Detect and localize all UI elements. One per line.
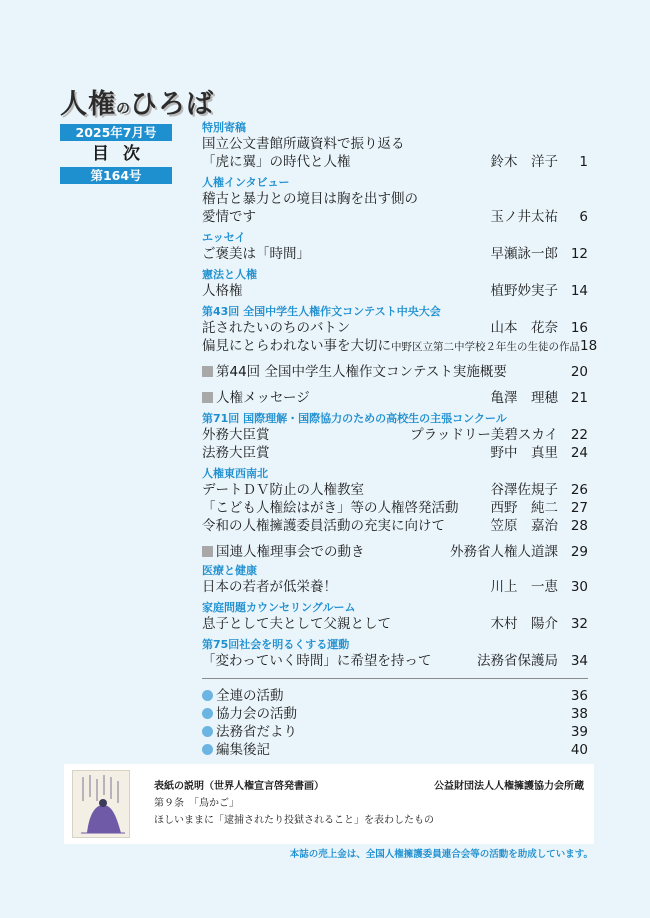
entry-title: 協力会の活動 (216, 706, 297, 722)
toc-entry[interactable] (202, 208, 588, 226)
toc-entry[interactable] (202, 363, 588, 381)
entry-page: 21 (570, 390, 588, 406)
entry-page: 12 (570, 246, 588, 262)
entry-page: 38 (570, 706, 588, 722)
logo-text-3: ひろば (130, 89, 214, 120)
toc-entry[interactable] (202, 190, 588, 208)
entry-title: 法務省だより (216, 724, 297, 740)
entry-title: ご褒美は「時間」 (202, 246, 310, 262)
toc-entry[interactable] (202, 723, 588, 741)
toc-section (202, 563, 588, 596)
magazine-logo (60, 82, 214, 121)
circle-bullet-icon (202, 708, 213, 719)
circle-bullet-icon (202, 726, 213, 737)
entry-author: 法務省保護局 (477, 653, 558, 669)
entry-author: 早瀬詠一郎 (490, 246, 558, 262)
entry-author: 木村 陽介 (490, 616, 558, 632)
issue-info (60, 124, 172, 184)
toc-section (202, 230, 588, 263)
table-of-contents (202, 120, 598, 759)
section-heading: 第75回社会を明るくする運動 (202, 638, 350, 651)
entry-title: 全連の活動 (216, 688, 284, 704)
entry-author: 野中 真里 (490, 445, 558, 461)
entry-author: 西野 純二 (490, 500, 558, 516)
entry-author: 植野妙実子 (490, 283, 558, 299)
toc-entry[interactable] (202, 517, 588, 535)
cover-description-box (64, 764, 594, 844)
section-heading: 人権インタビュー (202, 176, 290, 189)
cover-caption-text: ほしいままに「逮捕されたり投獄されること」を表わしたもの (154, 815, 434, 826)
section-heading: 人権東西南北 (202, 467, 268, 480)
toc-section (202, 120, 588, 171)
entry-title: 愛情です (202, 209, 256, 225)
cover-owner: 公益財団法人人権擁護協力会所蔵 (434, 781, 584, 792)
footer-note: 本誌の売上金は、全国人権擁護委員連合会等の活動を助成しています。 (289, 849, 593, 860)
entry-page: 27 (570, 500, 588, 516)
logo-text-2: の (116, 101, 130, 117)
entry-title: 国連人権理事会での動き (216, 544, 365, 560)
toc-entry[interactable] (202, 389, 588, 407)
entry-page: 1 (579, 154, 588, 170)
entry-author: 谷澤佐規子 (490, 482, 558, 498)
entry-page: 39 (570, 724, 588, 740)
entry-author: 亀澤 理穂 (490, 390, 558, 406)
square-bullet-icon (202, 392, 213, 403)
entry-page: 24 (570, 445, 588, 461)
toc-entry[interactable] (202, 652, 588, 670)
toc-entry[interactable] (202, 481, 588, 499)
toc-section (202, 466, 588, 535)
toc-entry[interactable] (202, 153, 588, 171)
section-heading: 第71回 国際理解・国際協力のための高校生の主張コンクール (202, 412, 507, 425)
entry-title: 「こども人権絵はがき」等の人権啓発活動 (202, 500, 459, 516)
entry-page: 28 (570, 518, 588, 534)
entry-author: 中野区立第二中学校２年生の生徒の作品 (391, 341, 580, 353)
toc-section (202, 637, 588, 670)
section-heading: 家庭問題カウンセリングルーム (202, 601, 356, 614)
entry-page: 22 (570, 427, 588, 443)
toc-entry[interactable] (202, 245, 588, 263)
section-heading: 第43回 全国中学生人権作文コンテスト中央大会 (202, 305, 441, 318)
toc-entry[interactable] (202, 319, 588, 337)
cover-heading: 表紙の説明（世界人権宣言啓発書画） (154, 781, 324, 792)
toc-entry[interactable] (202, 543, 588, 561)
section-heading: 特別寄稿 (202, 121, 246, 134)
toc-entry[interactable] (202, 705, 588, 723)
entry-page: 30 (570, 579, 588, 595)
toc-entry[interactable] (202, 615, 588, 633)
toc-section (202, 175, 588, 226)
entry-page: 14 (570, 283, 588, 299)
toc-entry[interactable] (202, 337, 598, 355)
entry-page: 32 (570, 616, 588, 632)
entry-page: 6 (579, 209, 588, 225)
issue-date-badge: 2025年7月号 (60, 124, 172, 141)
entry-author: 山本 花奈 (490, 320, 558, 336)
section-heading: 憲法と人権 (202, 268, 257, 281)
issue-number-badge: 第164号 (60, 167, 172, 184)
entry-title: 人格権 (202, 283, 243, 299)
entry-title: 令和の人権擁護委員活動の充実に向けて (202, 518, 445, 534)
toc-entry[interactable] (202, 499, 588, 517)
cover-article: 第９条 「鳥かご」 (154, 798, 239, 809)
entry-author: 川上 一恵 (490, 579, 558, 595)
entry-author: 鈴木 洋子 (490, 154, 558, 170)
square-bullet-icon (202, 546, 213, 557)
toc-entry[interactable] (202, 135, 588, 153)
entry-title: 託されたいのちのバトン (202, 320, 351, 336)
toc-section (202, 600, 588, 633)
entry-title: 「変わっていく時間」に希望を持って (202, 653, 432, 669)
section-heading: エッセイ (202, 231, 246, 244)
entry-title: 偏見にとらわれない事を大切に (202, 338, 391, 354)
circle-bullet-icon (202, 744, 213, 755)
toc-section (202, 411, 588, 462)
entry-title: 第44回 全国中学生人権作文コンテスト実施概要 (216, 364, 507, 380)
entry-page: 29 (570, 544, 588, 560)
toc-section (202, 304, 598, 355)
entry-title: 人権メッセージ (216, 390, 310, 406)
entry-title: 編集後記 (216, 742, 270, 758)
entry-title: 「虎に翼」の時代と人権 (202, 154, 351, 170)
cover-artwork-image (72, 770, 130, 838)
entry-author: プラッドリー美碧スカイ (410, 427, 558, 443)
entry-author: 外務省人権人道課 (450, 544, 558, 560)
entry-title: 息子として夫として父親として (202, 616, 391, 632)
cover-caption (154, 778, 584, 829)
entry-title: 日本の若者が低栄養！ (202, 579, 337, 595)
entry-title: 法務大臣賞 (202, 445, 270, 461)
entry-page: 34 (570, 653, 588, 669)
logo-text-1: 人権 (60, 89, 116, 120)
entry-author: 笠原 嘉治 (490, 518, 558, 534)
section-heading: 医療と健康 (202, 564, 257, 577)
entry-author: 玉ノ井太祐 (490, 209, 558, 225)
entry-page: 18 (580, 338, 598, 354)
toc-section (202, 267, 588, 300)
entry-page: 40 (570, 742, 588, 758)
entry-title: 国立公文書館所蔵資料で振り返る (202, 136, 405, 152)
toc-entry[interactable] (202, 578, 588, 596)
toc-entry[interactable] (202, 741, 588, 759)
entry-page: 36 (570, 688, 588, 704)
toc-entry[interactable] (202, 687, 588, 705)
square-bullet-icon (202, 366, 213, 377)
toc-entry[interactable] (202, 282, 588, 300)
toc-title: 目次 (92, 144, 154, 164)
circle-bullet-icon (202, 690, 213, 701)
entry-title: 外務大臣賞 (202, 427, 270, 443)
entry-title: 稽古と暴力との境目は胸を出す側の (202, 191, 418, 207)
divider (202, 678, 588, 679)
entry-page: 26 (570, 482, 588, 498)
entry-page: 16 (570, 320, 588, 336)
toc-entry[interactable] (202, 444, 588, 462)
toc-entry[interactable] (202, 426, 588, 444)
entry-title: デートＤＶ防止の人権教室 (202, 482, 364, 498)
entry-page: 20 (570, 364, 588, 380)
